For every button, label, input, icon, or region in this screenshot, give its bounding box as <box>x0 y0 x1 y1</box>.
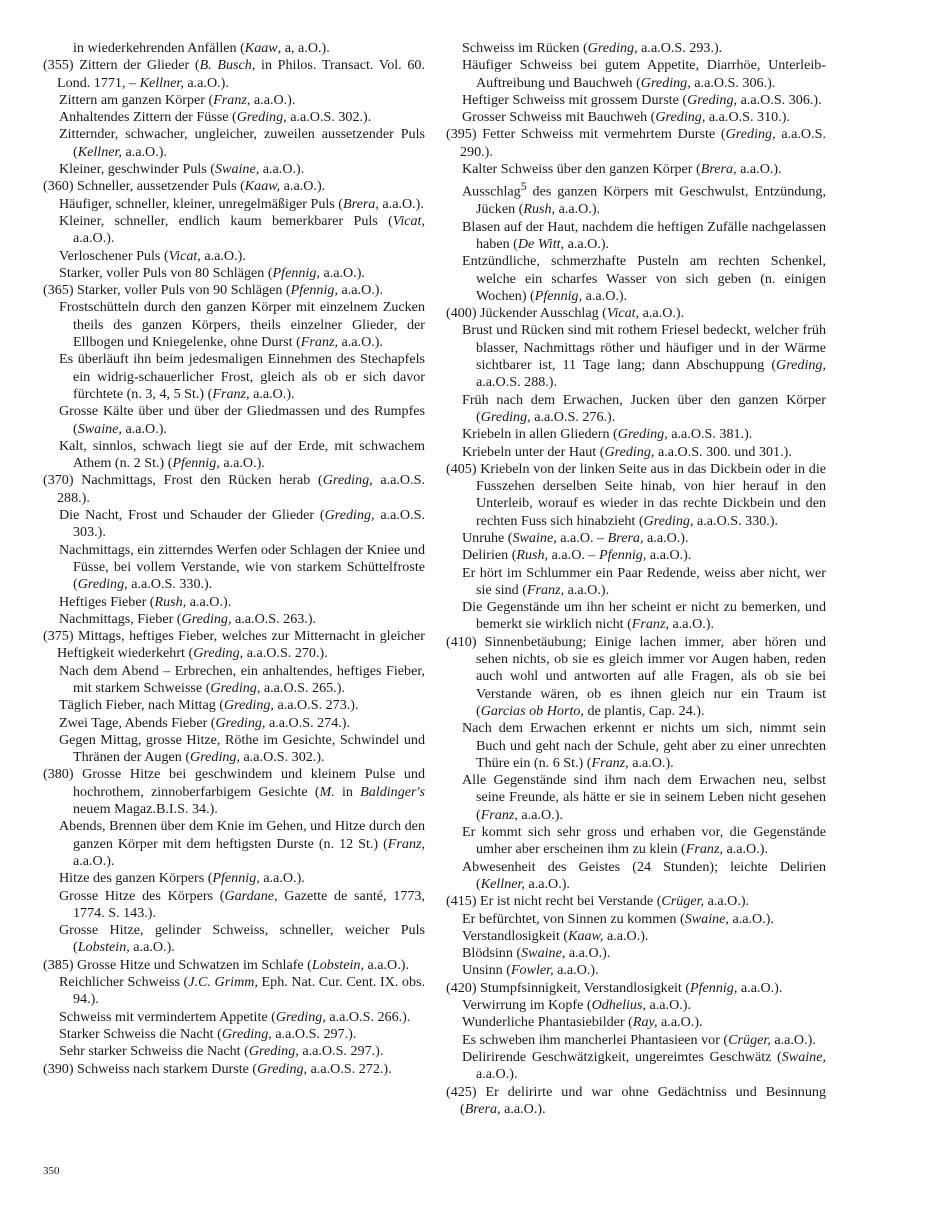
symptom-entry: Grosse Hitze des Körpers (Gardane, Gazette de santé, 1773, 1774. S. 143.). <box>59 887 425 921</box>
symptom-entry: (390) Schweiss nach starkem Durste (Greding, a.a.O.S. 272.). <box>43 1060 392 1077</box>
symptom-entry: Frostschütteln durch den ganzen Körper mit einzelnem Zucken theils des ganzen Körpers, theils einzelner Glieder, der Ellbogen und Kniegelenke, ohne Durst (Franz, a.a.O.). <box>59 299 425 351</box>
symptom-entry: Starker Schweiss die Nacht (Greding, a.a.O.S. 297.). <box>59 1025 357 1042</box>
symptom-entry: Nach dem Erwachen erkennt er nichts um sich, nimmt sein Buch und geht nach der Schule, geht aber zu einer unrechten Thüre ein (n. 6 St.) (Franz, a.a.O.). <box>462 720 826 771</box>
symptom-entry: (420) Stumpfsinnigkeit, Verstandlosigkeit (Pfennig, a.a.O.). <box>446 979 783 996</box>
symptom-entry: Unruhe (Swaine, a.a.O. – Brera, a.a.O.). <box>462 530 689 546</box>
symptom-entry: Hitze des ganzen Körpers (Pfennig, a.a.O.). <box>59 870 305 887</box>
symptom-entry: Schweiss im Rücken (Greding, a.a.O.S. 293.). <box>462 40 723 56</box>
symptom-entry: Delirien (Rush, a.a.O. – Pfennig, a.a.O.). <box>462 547 692 564</box>
right-column <box>446 40 826 1118</box>
symptom-entry: (385) Grosse Hitze und Schwatzen im Schlafe (Lobstein, a.a.O.). <box>43 956 409 973</box>
symptom-entry: Gegen Mittag, grosse Hitze, Röthe im Gesichte, Schwindel und Thränen der Augen (Greding, a.a.O.S. 302.). <box>59 731 425 766</box>
symptom-entry: Zittern am ganzen Körper (Franz, a.a.O.). <box>59 91 296 108</box>
left-column <box>43 40 425 1078</box>
symptom-entry: Abwesenheit des Geistes (24 Stunden); leichte Delirien (Kellner, a.a.O.). <box>462 858 826 892</box>
symptom-entry: Es überläuft ihn beim jedesmaligen Einnehmen des Stechapfels ein widrig-schauerlicher Frost, gleich als ob er sich davor fürchtete (n. 3, 4, 5 St.) (Franz, a.a.O.). <box>59 351 425 402</box>
symptom-entry: Nach dem Abend – Erbrechen, ein anhaltendes, heftiges Fieber, mit starkem Schweisse (Greding, a.a.O.S. 265.). <box>59 662 425 696</box>
symptom-entry: Es schweben ihm mancherlei Phantasieen vor (Crüger, a.a.O.). <box>462 1031 816 1048</box>
symptom-entry: Kriebeln unter der Haut (Greding, a.a.O.S. 300. und 301.). <box>462 443 792 460</box>
symptom-entry: Zitternder, schwacher, ungleicher, zuweilen aussetzender Puls (Kellner, a.a.O.). <box>59 126 425 160</box>
symptom-entry: Brust und Rücken sind mit rothem Friesel bedeckt, welcher früh blasser, Nachmittags röther und häufiger und in der Wärme sichtbarer ist, 11 Tage lang; dann Abschuppung (Greding, a.a.O.S. 288.). <box>462 322 826 391</box>
page-number: 350 <box>43 1165 60 1177</box>
symptom-entry: Verloschener Puls (Vicat, a.a.O.). <box>59 247 246 264</box>
symptom-entry: (400) Jückender Ausschlag (Vicat, a.a.O.). <box>446 305 685 322</box>
symptom-entry: Nachmittags, ein zitterndes Werfen oder Schlagen der Kniee und Füsse, bei vollem Verstande, wie von starkem Schüttelfroste (Greding, a.a.O.S. 330.). <box>59 541 425 593</box>
symptom-entry: (395) Fetter Schweiss mit vermehrtem Durste (Greding, a.a.O.S. 290.). <box>446 126 826 160</box>
symptom-entry: Abends, Brennen über dem Knie im Gehen, und Hitze durch den ganzen Körper mit dem heftigsten Durste (n. 12 St.) (Franz, a.a.O.). <box>59 818 425 869</box>
symptom-entry: (380) Grosse Hitze bei geschwindem und kleinem Pulse und hochrothem, zinnoberfarbigem Gesichte (M. in Baldinger's neuem Magaz.B.I.S. 34.). <box>43 766 425 818</box>
symptom-entry: (375) Mittags, heftiges Fieber, welches zur Mitternacht in gleicher Heftigkeit wiederkehrt (Greding, a.a.O.S. 270.). <box>43 628 425 662</box>
symptom-entry: Unsinn (Fowler, a.a.O.). <box>462 962 599 979</box>
symptom-entry: Starker, voller Puls von 80 Schlägen (Pfennig, a.a.O.). <box>59 264 365 281</box>
symptom-entry: Blasen auf der Haut, nachdem die heftigen Zufälle nachgelassen haben (De Witt, a.a.O.). <box>462 218 826 252</box>
symptom-entry: Nachmittags, Fieber (Greding, a.a.O.S. 263.). <box>59 610 317 627</box>
symptom-entry: Die Gegenstände um ihn her scheint er nicht zu bemerken, und bemerkt sie wirklich nicht (Franz, a.a.O.). <box>462 599 826 633</box>
symptom-entry: Alle Gegenstände sind ihm nach dem Erwachen neu, selbst seine Freunde, als hätte er sie in seinem Leben nicht gesehen (Franz, a.a.O.). <box>462 772 826 823</box>
symptom-entry: Blödsinn (Swaine, a.a.O.). <box>462 945 611 962</box>
symptom-entry: (415) Er ist nicht recht bei Verstande (Crüger, a.a.O.). <box>446 893 750 910</box>
symptom-entry: Verwirrung im Kopfe (Odhelius, a.a.O.). <box>462 997 691 1014</box>
symptom-entry: Sehr starker Schweiss die Nacht (Greding, a.a.O.S. 297.). <box>59 1043 384 1060</box>
symptom-entry: Kalter Schweiss über den ganzen Körper (Brera, a.a.O.). <box>462 161 782 178</box>
symptom-entry: Er hört im Schlummer ein Paar Redende, weiss aber nicht, wer sie sind (Franz, a.a.O.). <box>462 564 826 598</box>
symptom-entry: Anhaltendes Zittern der Füsse (Greding, a.a.O.S. 302.). <box>59 109 372 126</box>
symptom-entry: (365) Starker, voller Puls von 90 Schlägen (Pfennig, a.a.O.). <box>43 282 383 299</box>
symptom-entry: Grosser Schweiss mit Bauchweh (Greding, a.a.O.S. 310.). <box>462 109 790 126</box>
symptom-entry: (405) Kriebeln von der linken Seite aus in das Dickbein oder in die Fusszehen derselben Seite hinab, von hier herauf in den Unterleib, worauf es wieder in das rechte Dickbein und den rechten Fuss sich hinabzieht (Greding, a.a.O.S. 330.). <box>446 460 826 529</box>
symptom-entry: Zwei Tage, Abends Fieber (Greding, a.a.O.S. 274.). <box>59 714 351 731</box>
symptom-entry: Er kommt sich sehr gross und erhaben vor, die Gegenstände umher aber erscheinen ihm zu klein (Franz, a.a.O.). <box>462 824 826 858</box>
symptom-entry: Delirirende Geschwätzigkeit, ungereimtes Geschwätz (Swaine, a.a.O.). <box>462 1048 826 1083</box>
symptom-entry: Häufiger, schneller, kleiner, unregelmäßiger Puls (Brera, a.a.O.). <box>59 195 424 212</box>
symptom-entry: Grosse Kälte über und über der Gliedmassen und des Rumpfes (Swaine, a.a.O.). <box>59 403 425 437</box>
symptom-entry: Heftiger Schweiss mit grossem Durste (Greding, a.a.O.S. 306.). <box>462 91 822 108</box>
symptom-entry: Reichlicher Schweiss (J.C. Grimm, Eph. Nat. Cur. Cent. IX. obs. 94.). <box>59 974 426 1008</box>
symptom-entry: Häufiger Schweiss bei gutem Appetite, Diarrhöe, Unterleib-Auftreibung und Bauchweh (Greding, a.a.O.S. 306.). <box>462 57 826 91</box>
symptom-entry: Entzündliche, schmerzhafte Pusteln am rechten Schenkel, welche ein scharfes Wasser von sich geben (n. einigen Wochen) (Pfennig, a.a.O.). <box>462 253 826 304</box>
symptom-entry: Wunderliche Phantasiebilder (Ray, a.a.O.). <box>462 1014 703 1031</box>
symptom-entry: Kleiner, schneller, endlich kaum bemerkbarer Puls (Vicat, a.a.O.). <box>59 212 425 247</box>
symptom-entry: (360) Schneller, aussetzender Puls (Kaaw, a.a.O.). <box>43 178 326 195</box>
symptom-entry: Ausschlag$^5$ des ganzen Körpers mit Geschwulst, Entzündung, Jücken (Rush, a.a.O.). <box>462 180 826 218</box>
symptom-entry: Früh nach dem Erwachen, Jucken über den ganzen Körper (Greding, a.a.O.S. 276.). <box>462 391 826 425</box>
symptom-entry: Kriebeln in allen Gliedern (Greding, a.a.O.S. 381.). <box>462 426 753 443</box>
symptom-entry: Die Nacht, Frost und Schauder der Glieder (Greding, a.a.O.S. 303.). <box>59 507 425 541</box>
symptom-entry: (425) Er delirirte und war ohne Gedächtniss und Besinnung (Brera, a.a.O.). <box>446 1083 826 1117</box>
symptom-entry: Heftiges Fieber (Rush, a.a.O.). <box>59 593 232 610</box>
symptom-entry: Er befürchtet, von Sinnen zu kommen (Swaine, a.a.O.). <box>462 910 774 927</box>
symptom-entry: Grosse Hitze, gelinder Schweiss, schneller, weicher Puls (Lobstein, a.a.O.). <box>59 922 425 956</box>
symptom-entry: Schweiss mit vermindertem Appetite (Greding, a.a.O.S. 266.). <box>59 1008 411 1025</box>
symptom-entry: Täglich Fieber, nach Mittag (Greding, a.a.O.S. 273.). <box>59 697 359 714</box>
symptom-entry: Kalt, sinnlos, schwach liegt sie auf der Erde, mit schwachem Athem (n. 2 St.) (Pfennig, a.a.O.). <box>59 437 425 472</box>
symptom-entry: Kleiner, geschwinder Puls (Swaine, a.a.O.). <box>59 161 305 178</box>
symptom-entry: in wiederkehrenden Anfällen (Kaaw, a, a.O.). <box>73 40 330 56</box>
symptom-entry: (355) Zittern der Glieder (B. Busch, in Philos. Transact. Vol. 60. Lond. 1771, – Kellner, a.a.O.). <box>43 57 425 91</box>
symptom-entry: (410) Sinnenbetäubung; Einige lachen immer, aber hören und sehen nichts, ob sie es gleich immer vor Augen haben, reden auch wohl und antworten auf alle Fragen, als ob sie bei Verstande wären, ob es ihnen gleich nur ein Traum ist (Garcias ob Horto, de plantis, Cap. 24.). <box>446 633 826 719</box>
symptom-entry: Verstandlosigkeit (Kaaw, a.a.O.). <box>462 927 649 944</box>
symptom-entry: (370) Nachmittags, Frost den Rücken herab (Greding, a.a.O.S. 288.). <box>43 472 425 506</box>
